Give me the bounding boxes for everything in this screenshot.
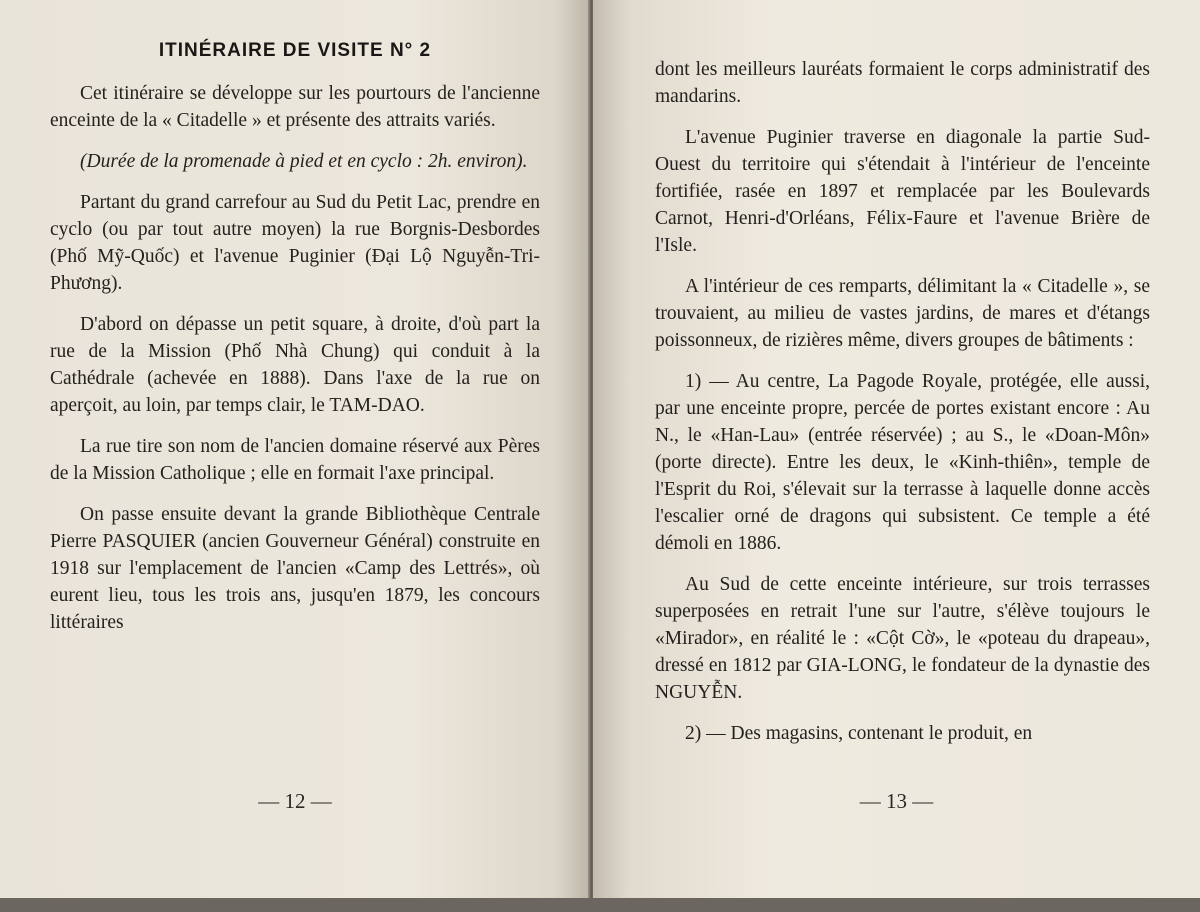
paragraph-pagoda: 1) — Au centre, La Pagode Royale, protégée, elle aussi, par une enceinte propre, percée de portes existant encore : Au N., le «Han-Lau» (entrée réservée) ; au S., le «Doan-Môn» (porte directe). Entre les deux, le «Kinh-thiên», temple de l'Esprit du Roi, s'élevait sur la terrasse à laquelle donne accès l'escalier orné de dragons qui subsistent. Ce temple a été démoli en 1886.	[655, 371, 1150, 554]
paragraph-magasins: 2) — Des magasins, contenant le produit, en	[685, 723, 1033, 744]
right-page	[593, 0, 1200, 900]
left-page	[0, 0, 590, 900]
page-number-right: — 13 —	[859, 789, 934, 813]
paragraph-ramparts: A l'intérieur de ces remparts, délimitant la « Citadelle », se trouvaient, au milieu de vastes jardins, de mares et d'étangs poissonneux, de rizières même, divers groupes de bâtiments :	[655, 276, 1150, 351]
table-edge	[0, 898, 1200, 912]
paragraph-continuation: dont les meilleurs lauréats formaient le corps administratif des mandarins.	[655, 59, 1150, 107]
itinerary-title: ITINÉRAIRE DE VISITE N° 2	[158, 40, 432, 61]
paragraph-square: D'abord on dépasse un petit square, à droite, d'où part la rue de la Mission (Phố Nhà Chung) qui conduit à la Cathédrale (achevée en 1888). Dans l'axe de la rue on aperçoit, au loin, par temps clair, le TAM-DAO.	[50, 314, 540, 416]
paragraph-departure: Partant du grand carrefour au Sud du Petit Lac, prendre en cyclo (ou par tout autre moyen) la rue Borgnis-Desbordes (Phố Mỹ-Quốc) et l'avenue Puginier (Đại Lộ Nguyễn-Tri-Phương).	[50, 192, 540, 294]
paragraph-duration: (Durée de la promenade à pied et en cyclo : 2h. environ).	[80, 151, 528, 172]
paragraph-mission: La rue tire son nom de l'ancien domaine réservé aux Pères de la Mission Catholique ; elle en formait l'axe principal.	[50, 436, 540, 484]
paragraph-intro: Cet itinéraire se développe sur les pourtours de l'ancienne enceinte de la « Citadelle » et présente des attraits variés.	[50, 83, 540, 131]
paragraph-library: On passe ensuite devant la grande Bibliothèque Centrale Pierre PASQUIER (ancien Gouverneur Général) construite en 1918 sur l'emplacement de l'ancien «Camp des Lettrés», où eurent lieu, tous les trois ans, jusqu'en 1879, les concours littéraires	[50, 504, 540, 633]
paragraph-avenue: L'avenue Puginier traverse en diagonale la partie Sud-Ouest du territoire qui s'étendait à l'intérieur de l'enceinte fortifiée, rasée en 1897 et remplacée par les Boulevards Carnot, Henri-d'Orléans, Félix-Faure et l'avenue Brière de l'Isle.	[655, 127, 1150, 256]
page-number-left: — 12 —	[258, 789, 332, 813]
paragraph-mirador: Au Sud de cette enceinte intérieure, sur trois terrasses superposées en retrait l'une sur l'autre, s'élève toujours le «Mirador», en réalité le : «Cột Cờ», le «poteau du drapeau», dressé en 1812 par GIA-LONG, le fondateur de la dynastie des NGUYỄN.	[655, 574, 1150, 703]
